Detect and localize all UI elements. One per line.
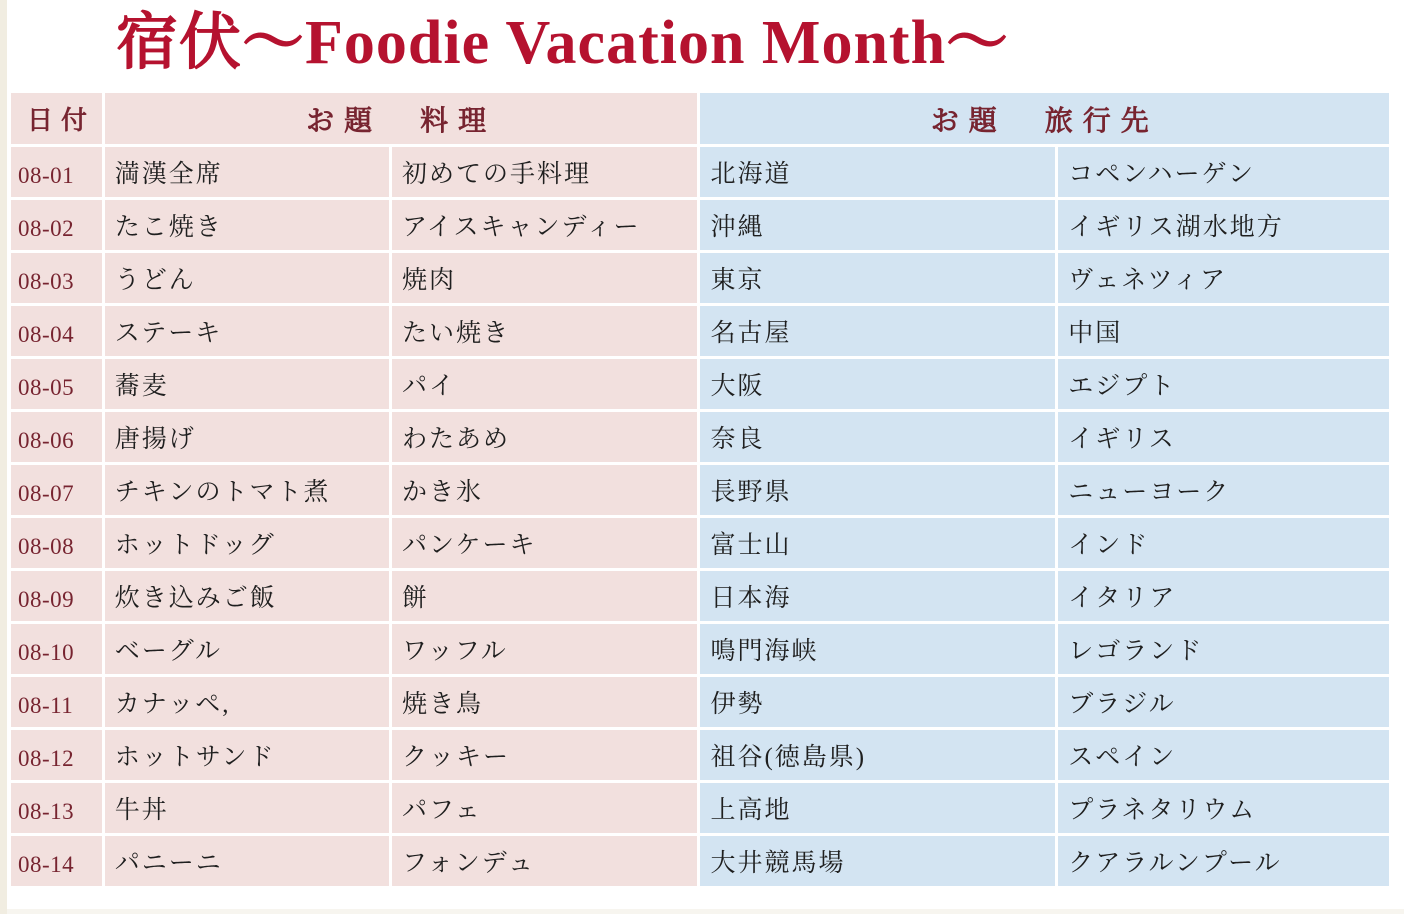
travel-destination-cell-2: スペイン bbox=[1058, 730, 1389, 780]
food-theme-cell-2: かき氷 bbox=[392, 465, 697, 515]
food-theme-cell-2: パフェ bbox=[392, 783, 697, 833]
food-theme-cell-1: ホットサンド bbox=[105, 730, 389, 780]
header-food-theme: お題 料理 bbox=[105, 93, 698, 144]
travel-destination-cell-1: 祖谷(徳島県) bbox=[700, 730, 1055, 780]
food-theme-cell-1: カナッペ, bbox=[105, 677, 389, 727]
travel-destination-cell-2: インド bbox=[1058, 518, 1389, 568]
travel-destination-cell-1: 大阪 bbox=[700, 359, 1055, 409]
travel-destination-cell-2: イギリス湖水地方 bbox=[1058, 200, 1389, 250]
table-row bbox=[11, 730, 1389, 780]
table-body bbox=[11, 147, 1389, 886]
travel-destination-cell-1: 伊勢 bbox=[700, 677, 1055, 727]
date-cell: 08-01 bbox=[11, 147, 102, 197]
table-row bbox=[11, 624, 1389, 674]
travel-destination-cell-1: 富士山 bbox=[700, 518, 1055, 568]
date-cell: 08-10 bbox=[11, 624, 102, 674]
table-row bbox=[11, 306, 1389, 356]
table-row bbox=[11, 200, 1389, 250]
travel-destination-cell-2: クアラルンプール bbox=[1058, 836, 1389, 886]
food-theme-cell-2: クッキー bbox=[392, 730, 697, 780]
table-row bbox=[11, 677, 1389, 727]
date-cell: 08-03 bbox=[11, 253, 102, 303]
travel-destination-cell-2: ニューヨーク bbox=[1058, 465, 1389, 515]
food-theme-cell-2: フォンデュ bbox=[392, 836, 697, 886]
food-theme-cell-1: うどん bbox=[105, 253, 389, 303]
header-row bbox=[11, 93, 1389, 144]
header-date: 日付 bbox=[11, 93, 102, 144]
bottom-edge-strip bbox=[0, 909, 1404, 914]
date-cell: 08-08 bbox=[11, 518, 102, 568]
table-row bbox=[11, 571, 1389, 621]
schedule-table bbox=[8, 90, 1392, 889]
food-theme-cell-2: たい焼き bbox=[392, 306, 697, 356]
food-theme-cell-1: 蕎麦 bbox=[105, 359, 389, 409]
travel-destination-cell-1: 北海道 bbox=[700, 147, 1055, 197]
table-row bbox=[11, 518, 1389, 568]
travel-destination-cell-2: コペンハーゲン bbox=[1058, 147, 1389, 197]
food-theme-cell-2: 餅 bbox=[392, 571, 697, 621]
food-theme-cell-1: 唐揚げ bbox=[105, 412, 389, 462]
travel-destination-cell-2: イタリア bbox=[1058, 571, 1389, 621]
food-theme-cell-2: パイ bbox=[392, 359, 697, 409]
date-cell: 08-07 bbox=[11, 465, 102, 515]
food-theme-cell-2: ワッフル bbox=[392, 624, 697, 674]
travel-destination-cell-2: イギリス bbox=[1058, 412, 1389, 462]
table-row bbox=[11, 465, 1389, 515]
travel-destination-cell-2: エジプト bbox=[1058, 359, 1389, 409]
food-theme-cell-2: 初めての手料理 bbox=[392, 147, 697, 197]
food-theme-cell-1: 牛丼 bbox=[105, 783, 389, 833]
food-theme-cell-2: アイスキャンディー bbox=[392, 200, 697, 250]
header-travel-theme: お題 旅行先 bbox=[700, 93, 1389, 144]
date-cell: 08-11 bbox=[11, 677, 102, 727]
travel-destination-cell-2: 中国 bbox=[1058, 306, 1389, 356]
date-cell: 08-04 bbox=[11, 306, 102, 356]
food-theme-cell-1: ステーキ bbox=[105, 306, 389, 356]
travel-destination-cell-1: 上高地 bbox=[700, 783, 1055, 833]
date-cell: 08-06 bbox=[11, 412, 102, 462]
date-cell: 08-02 bbox=[11, 200, 102, 250]
date-cell: 08-12 bbox=[11, 730, 102, 780]
food-theme-cell-1: たこ焼き bbox=[105, 200, 389, 250]
travel-destination-cell-1: 沖縄 bbox=[700, 200, 1055, 250]
travel-destination-cell-2: ヴェネツィア bbox=[1058, 253, 1389, 303]
travel-destination-cell-2: ブラジル bbox=[1058, 677, 1389, 727]
table-row bbox=[11, 147, 1389, 197]
table-row bbox=[11, 412, 1389, 462]
date-cell: 08-13 bbox=[11, 783, 102, 833]
food-theme-cell-2: パンケーキ bbox=[392, 518, 697, 568]
food-theme-cell-1: ホットドッグ bbox=[105, 518, 389, 568]
food-theme-cell-1: 満漢全席 bbox=[105, 147, 389, 197]
food-theme-cell-1: ベーグル bbox=[105, 624, 389, 674]
travel-destination-cell-1: 奈良 bbox=[700, 412, 1055, 462]
date-cell: 08-09 bbox=[11, 571, 102, 621]
food-theme-cell-1: 炊き込みご飯 bbox=[105, 571, 389, 621]
left-edge-strip bbox=[0, 0, 7, 914]
date-cell: 08-14 bbox=[11, 836, 102, 886]
food-theme-cell-2: 焼き鳥 bbox=[392, 677, 697, 727]
food-theme-cell-2: 焼肉 bbox=[392, 253, 697, 303]
food-theme-cell-1: チキンのトマト煮 bbox=[105, 465, 389, 515]
travel-destination-cell-1: 名古屋 bbox=[700, 306, 1055, 356]
travel-destination-cell-2: レゴランド bbox=[1058, 624, 1389, 674]
food-theme-cell-2: わたあめ bbox=[392, 412, 697, 462]
page-title: 宿伏～Foodie Vacation Month～ bbox=[116, 9, 1010, 77]
table-row bbox=[11, 359, 1389, 409]
travel-destination-cell-1: 東京 bbox=[700, 253, 1055, 303]
table-row bbox=[11, 253, 1389, 303]
table-row bbox=[11, 783, 1389, 833]
travel-destination-cell-1: 長野県 bbox=[700, 465, 1055, 515]
travel-destination-cell-1: 大井競馬場 bbox=[700, 836, 1055, 886]
travel-destination-cell-1: 鳴門海峡 bbox=[700, 624, 1055, 674]
food-theme-cell-1: パニーニ bbox=[105, 836, 389, 886]
travel-destination-cell-2: プラネタリウム bbox=[1058, 783, 1389, 833]
travel-destination-cell-1: 日本海 bbox=[700, 571, 1055, 621]
table-row bbox=[11, 836, 1389, 886]
date-cell: 08-05 bbox=[11, 359, 102, 409]
